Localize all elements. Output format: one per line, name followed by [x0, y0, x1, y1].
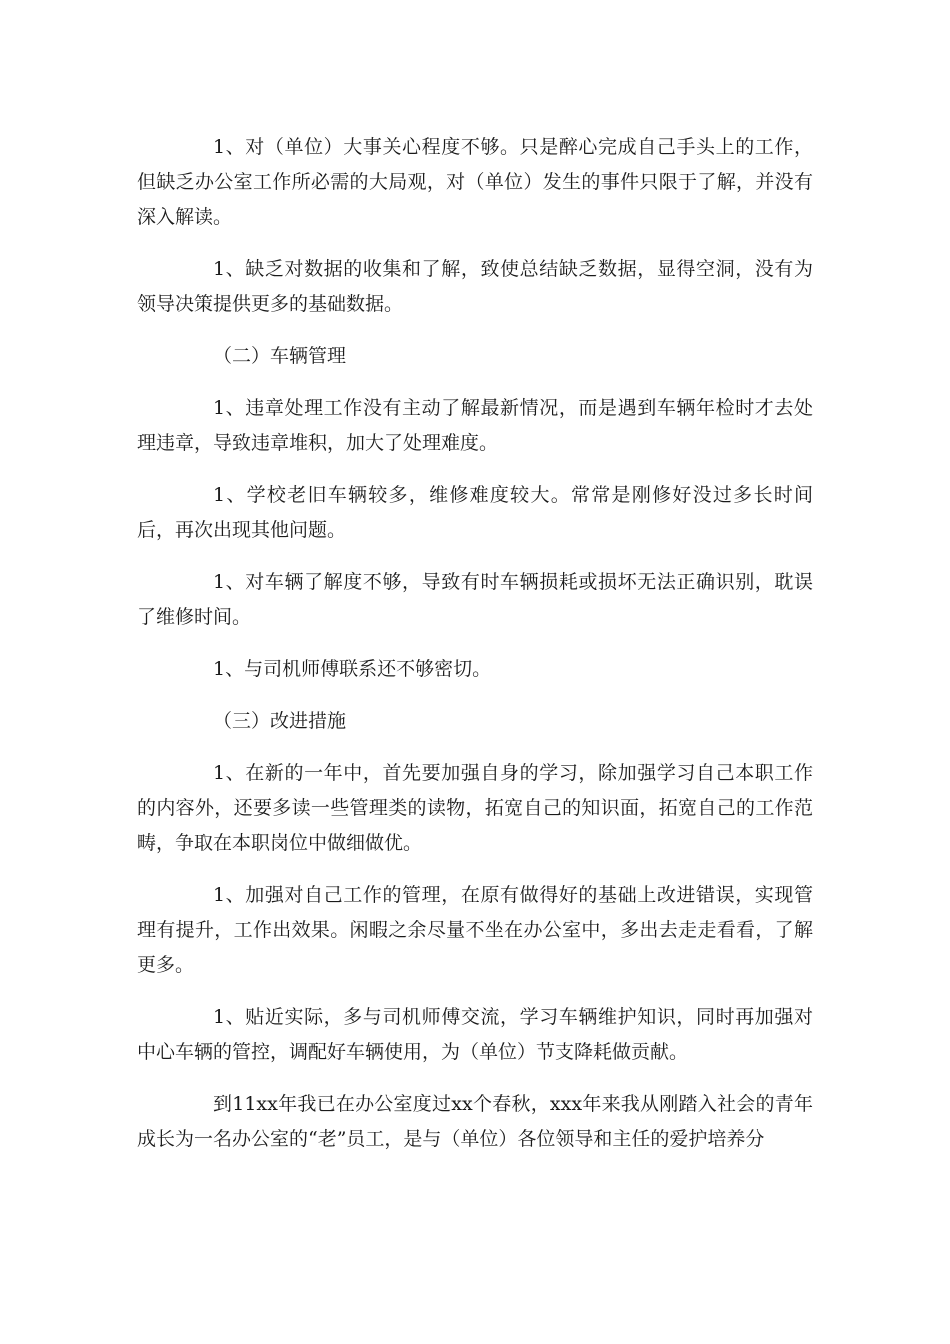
document-body — [137, 130, 813, 1174]
paragraph-4: 1、学校老旧车辆较多，维修难度较大。常常是刚修好没过多长时间后，再次出现其他问题。 — [137, 484, 813, 541]
section-heading-vehicle-management: （二）车辆管理 — [213, 345, 347, 367]
paragraph-9: 1、贴近实际，多与司机师傅交流，学习车辆维护知识，同时再加强对中心车辆的管控，调配好车辆使用，为（单位）节支降耗做贡献。 — [137, 1006, 813, 1063]
paragraph-5: 1、对车辆了解度不够，导致有时车辆损耗或损坏无法正确识别，耽误了维修时间。 — [137, 571, 813, 628]
paragraph-3: 1、违章处理工作没有主动了解最新情况，而是遇到车辆年检时才去处理违章，导致违章堆积，加大了处理难度。 — [137, 397, 813, 454]
paragraph-2: 1、缺乏对数据的收集和了解，致使总结缺乏数据，显得空洞，没有为领导决策提供更多的基础数据。 — [137, 258, 813, 315]
paragraph-10: 到11xx年我已在办公室度过xx个春秋，xxx年来我从刚踏入社会的青年成长为一名办公室的“老”员工，是与（单位）各位领导和主任的爱护培养分 — [137, 1093, 813, 1150]
paragraph-6: 1、与司机师傅联系还不够密切。 — [213, 658, 492, 680]
paragraph-8: 1、加强对自己工作的管理，在原有做得好的基础上改进错误，实现管理有提升，工作出效果。闲暇之余尽量不坐在办公室中，多出去走走看看，了解更多。 — [137, 884, 813, 976]
section-heading-improvement-measures: （三）改进措施 — [213, 710, 347, 732]
paragraph-7: 1、在新的一年中，首先要加强自身的学习，除加强学习自己本职工作的内容外，还要多读一些管理类的读物，拓宽自己的知识面，拓宽自己的工作范畴，争取在本职岗位中做细做优。 — [137, 762, 813, 854]
paragraph-1: 1、对（单位）大事关心程度不够。只是醉心完成自己手头上的工作，但缺乏办公室工作所必需的大局观，对（单位）发生的事件只限于了解，并没有深入解读。 — [137, 136, 813, 228]
